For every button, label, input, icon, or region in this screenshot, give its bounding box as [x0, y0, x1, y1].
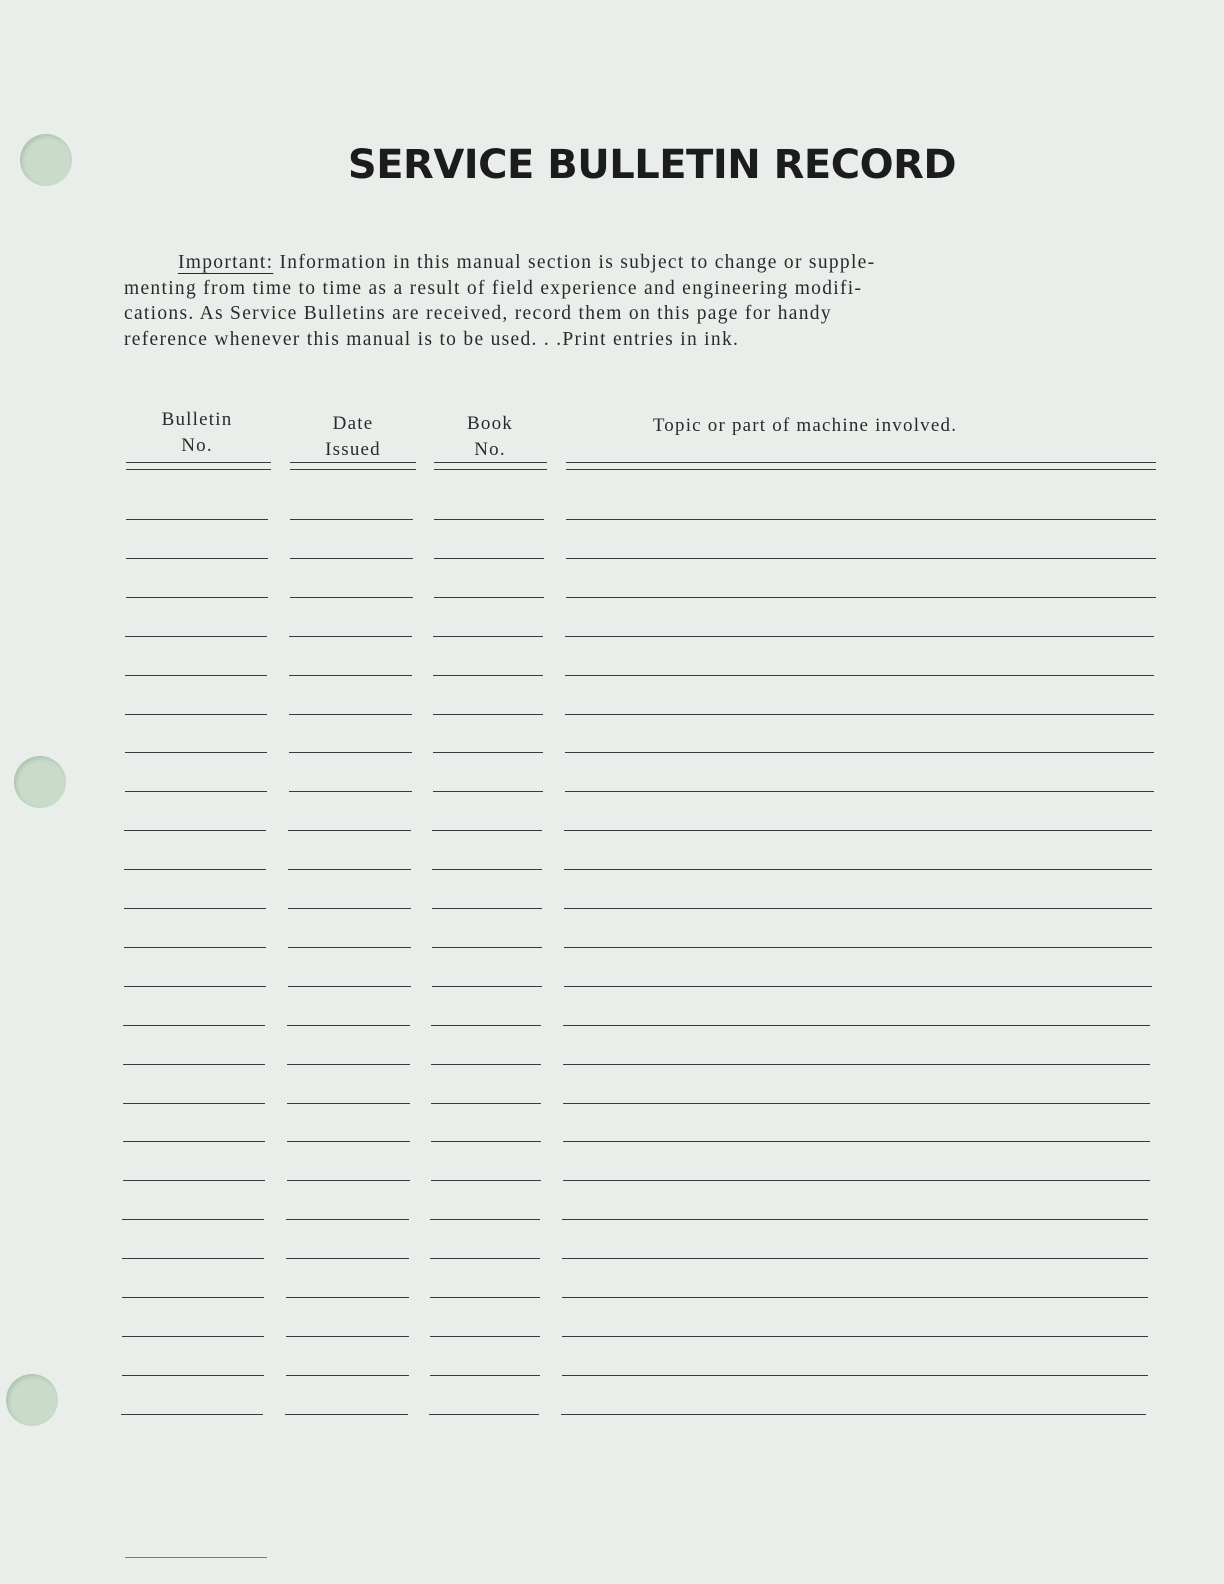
- entry-line: [432, 830, 542, 831]
- entry-line: [431, 1180, 541, 1181]
- header-rule-bottom: [434, 469, 547, 470]
- entry-line: [123, 1180, 265, 1181]
- entry-line: [290, 519, 413, 520]
- footer-rule: [125, 1557, 267, 1558]
- entry-line: [561, 1414, 1146, 1415]
- entry-line: [563, 1141, 1150, 1142]
- entry-line: [126, 597, 268, 598]
- entry-line: [431, 1103, 541, 1104]
- entry-line: [434, 519, 544, 520]
- entry-line: [287, 1180, 410, 1181]
- entry-line: [125, 714, 267, 715]
- column-header-date-issued: Date Issued: [325, 413, 381, 460]
- punch-hole-middle: [14, 756, 66, 808]
- entry-line: [123, 1064, 265, 1065]
- entry-line: [564, 830, 1152, 831]
- entry-line: [433, 752, 543, 753]
- entry-line: [286, 1297, 409, 1298]
- header-rule-top: [434, 462, 547, 463]
- entry-line: [430, 1375, 540, 1376]
- entry-line: [566, 597, 1156, 598]
- entry-line: [123, 1103, 265, 1104]
- entry-line: [285, 1414, 408, 1415]
- entry-line: [563, 1103, 1150, 1104]
- entry-line: [290, 597, 413, 598]
- entry-line: [122, 1219, 264, 1220]
- entry-line: [432, 947, 542, 948]
- entry-line: [432, 908, 542, 909]
- entry-line: [563, 1064, 1150, 1065]
- entry-line: [562, 1219, 1148, 1220]
- entry-line: [562, 1375, 1148, 1376]
- entry-line: [289, 675, 412, 676]
- intro-line-1: Important: Information in this manual section is subject to change or supple-: [124, 250, 1084, 276]
- entry-line: [562, 1297, 1148, 1298]
- entry-line: [288, 830, 411, 831]
- header-rule-top: [290, 462, 416, 463]
- entry-line: [432, 986, 542, 987]
- entry-line: [565, 714, 1154, 715]
- header-rule-top: [126, 462, 271, 463]
- entry-line: [565, 791, 1154, 792]
- intro-line-2: menting from time to time as a result of field experience and engineering modifi-: [124, 277, 863, 299]
- entry-line: [565, 675, 1154, 676]
- entry-line: [287, 1141, 410, 1142]
- intro-lead: Important:: [178, 252, 274, 273]
- entry-line: [564, 869, 1152, 870]
- header-rule-bottom: [290, 469, 416, 470]
- entry-line: [286, 1219, 409, 1220]
- header-rule-bottom: [126, 469, 271, 470]
- entry-line: [433, 714, 543, 715]
- entry-line: [433, 791, 543, 792]
- entry-line: [431, 1025, 541, 1026]
- entry-line: [432, 869, 542, 870]
- entry-line: [290, 558, 413, 559]
- entry-line: [125, 752, 267, 753]
- entry-line: [564, 908, 1152, 909]
- entry-line: [125, 636, 267, 637]
- intro-line-4: reference whenever this manual is to be used. . .Print entries in ink.: [124, 328, 740, 350]
- entry-line: [564, 947, 1152, 948]
- entry-line: [433, 675, 543, 676]
- entry-line: [288, 908, 411, 909]
- entry-line: [123, 1141, 265, 1142]
- entry-line: [563, 1180, 1150, 1181]
- intro-paragraph: [124, 250, 1084, 352]
- page-title: SERVICE BULLETIN RECORD: [347, 142, 957, 188]
- column-header-bulletin-no: Bulletin No.: [161, 409, 233, 456]
- entry-line: [434, 558, 544, 559]
- entry-line: [126, 519, 268, 520]
- entry-line: [122, 1258, 264, 1259]
- entry-line: [565, 636, 1154, 637]
- entry-line: [431, 1141, 541, 1142]
- entry-line: [124, 986, 266, 987]
- entry-line: [286, 1336, 409, 1337]
- entry-line: [433, 636, 543, 637]
- entry-line: [565, 752, 1154, 753]
- header-rule-top: [566, 462, 1156, 463]
- entry-line: [566, 519, 1156, 520]
- punch-hole-bottom: [6, 1374, 58, 1426]
- entry-line: [289, 791, 412, 792]
- entry-line: [289, 714, 412, 715]
- entry-line: [431, 1064, 541, 1065]
- entry-line: [125, 791, 267, 792]
- entry-line: [434, 597, 544, 598]
- entry-line: [122, 1297, 264, 1298]
- entry-line: [287, 1064, 410, 1065]
- entry-line: [430, 1219, 540, 1220]
- entry-line: [126, 558, 268, 559]
- entry-line: [122, 1336, 264, 1337]
- entry-line: [288, 986, 411, 987]
- entry-line: [286, 1258, 409, 1259]
- entry-line: [125, 675, 267, 676]
- entry-line: [124, 830, 266, 831]
- entry-line: [124, 869, 266, 870]
- entry-line: [123, 1025, 265, 1026]
- entry-line: [124, 947, 266, 948]
- entry-line: [566, 558, 1156, 559]
- intro-line-3: cations. As Service Bulletins are received, record them on this page for handy: [124, 303, 832, 324]
- column-header-topic: Topic or part of machine involved.: [652, 415, 958, 436]
- entry-line: [122, 1375, 264, 1376]
- entry-line: [564, 986, 1152, 987]
- entry-line: [289, 752, 412, 753]
- entry-line: [562, 1258, 1148, 1259]
- entry-line: [430, 1258, 540, 1259]
- entry-line: [124, 908, 266, 909]
- entry-line: [429, 1414, 539, 1415]
- entry-line: [287, 1025, 410, 1026]
- entry-line: [288, 869, 411, 870]
- entry-line: [562, 1336, 1148, 1337]
- column-header-book-no: Book No.: [467, 413, 513, 460]
- entry-line: [430, 1297, 540, 1298]
- entry-line: [286, 1375, 409, 1376]
- entry-line: [287, 1103, 410, 1104]
- entry-line: [288, 947, 411, 948]
- entry-line: [289, 636, 412, 637]
- entry-line: [121, 1414, 263, 1415]
- entry-line: [430, 1336, 540, 1337]
- entry-line: [563, 1025, 1150, 1026]
- header-rule-bottom: [566, 469, 1156, 470]
